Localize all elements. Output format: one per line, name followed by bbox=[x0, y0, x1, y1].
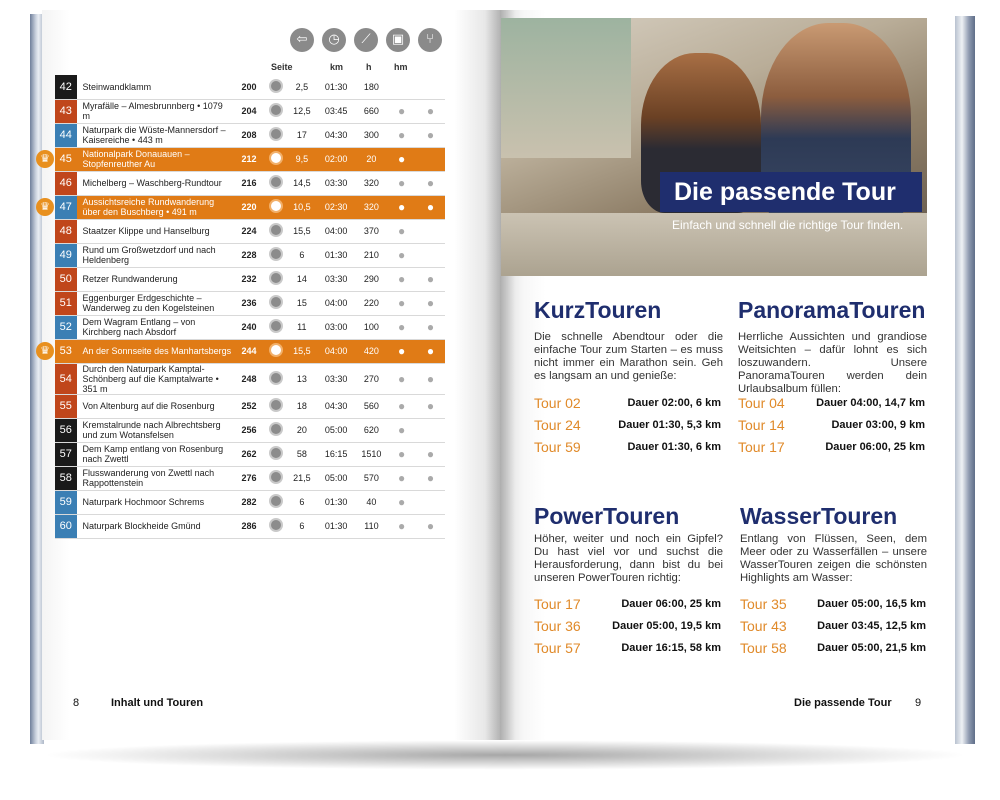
tour-km: 14,5 bbox=[287, 171, 316, 195]
tour-type-symbol bbox=[266, 363, 288, 394]
photo-background bbox=[501, 18, 631, 158]
route-type-icon bbox=[269, 494, 283, 508]
category-title-wasser: WasserTouren bbox=[740, 503, 898, 529]
tour-restaurant-marker: ● bbox=[416, 99, 445, 123]
tour-row[interactable] bbox=[55, 195, 445, 219]
tour-restaurant-marker: ● bbox=[416, 195, 445, 219]
tour-type-symbol bbox=[266, 339, 288, 363]
tour-row[interactable] bbox=[55, 315, 445, 339]
tour-bus-marker: ● bbox=[387, 147, 416, 171]
tour-name: Aussichtsreiche Rundwanderung über den Buschberg • 491 m bbox=[77, 195, 233, 219]
tour-type-symbol bbox=[266, 219, 288, 243]
tour-number: 42 bbox=[55, 75, 77, 99]
tour-page: 252 bbox=[232, 394, 265, 418]
signpost-icon: ⇦ bbox=[290, 28, 314, 52]
tour-km: 6 bbox=[287, 514, 316, 538]
tour-duration: Dauer 03:00, 9 km bbox=[831, 419, 925, 431]
restaurant-icon: ⑂ bbox=[418, 28, 442, 52]
tour-hours: 05:00 bbox=[317, 418, 356, 442]
tour-type-symbol bbox=[266, 315, 288, 339]
tour-entry[interactable] bbox=[534, 637, 721, 659]
tour-row[interactable] bbox=[55, 394, 445, 418]
tour-page: 240 bbox=[232, 315, 265, 339]
tour-restaurant-marker: ● bbox=[416, 291, 445, 315]
right-footer-title: Die passende Tour bbox=[794, 697, 892, 709]
tour-elevation: 110 bbox=[356, 514, 387, 538]
hiker-photo bbox=[501, 18, 927, 276]
tour-duration: Dauer 01:30, 5,3 km bbox=[618, 419, 721, 431]
banner-title: Die passende Tour bbox=[660, 172, 922, 212]
category-desc-wasser: Entlang von Flüssen, Seen, dem Meer oder zu Wasserfällen – unsere WasserTouren zeigen die schönsten Highlights am Wasser: bbox=[740, 533, 927, 584]
route-type-icon bbox=[269, 79, 283, 93]
tour-duration: Dauer 03:45, 12,5 km bbox=[817, 620, 926, 632]
tour-km: 6 bbox=[287, 243, 316, 267]
tour-bus-marker: ● bbox=[387, 99, 416, 123]
header-km: km bbox=[330, 62, 344, 72]
tour-restaurant-marker: ● bbox=[416, 171, 445, 195]
header-h: h bbox=[366, 62, 372, 72]
tour-elevation: 620 bbox=[356, 418, 387, 442]
tour-name: Rund um Großwetzdorf und nach Heldenberg bbox=[77, 243, 233, 267]
tour-type-symbol bbox=[266, 267, 288, 291]
tour-type-symbol bbox=[266, 99, 288, 123]
tour-restaurant-marker: ● bbox=[416, 363, 445, 394]
tour-name: An der Sonnseite des Manhartsbergs bbox=[77, 339, 233, 363]
route-type-icon bbox=[269, 446, 283, 460]
tour-list-wasser bbox=[740, 593, 926, 659]
tour-km: 14 bbox=[287, 267, 316, 291]
tour-bus-marker: ● bbox=[387, 514, 416, 538]
tour-duration: Dauer 04:00, 14,7 km bbox=[816, 397, 925, 409]
tour-km: 9,5 bbox=[287, 147, 316, 171]
category-desc-kurz: Die schnelle Abendtour oder die einfache Tour zum Starten – es muss nicht immer ein Marathon sein. Geh es langsam an und genieße: bbox=[534, 331, 723, 382]
tour-entry[interactable] bbox=[740, 615, 926, 637]
tour-bus-marker: ● bbox=[387, 315, 416, 339]
crown-icon: ♛ bbox=[36, 150, 54, 168]
clock-icon: ◷ bbox=[322, 28, 346, 52]
tour-bus-marker: ● bbox=[387, 195, 416, 219]
tour-elevation: 300 bbox=[356, 123, 387, 147]
tour-bus-marker: ● bbox=[387, 219, 416, 243]
route-type-icon bbox=[269, 103, 283, 117]
tour-page: 262 bbox=[232, 442, 265, 466]
tour-row[interactable] bbox=[55, 442, 445, 466]
category-desc-power: Höher, weiter und noch ein Gipfel? Du hast viel vor und suchst die Herausforderung, dann bist du bei unseren PowerTouren richtig: bbox=[534, 533, 723, 584]
tour-page: 220 bbox=[232, 195, 265, 219]
tour-name: Naturpark die Wüste-Mannersdorf – Kaisereiche • 443 m bbox=[77, 123, 233, 147]
route-type-icon bbox=[269, 518, 283, 532]
tour-hours: 04:30 bbox=[317, 394, 356, 418]
tour-number: Tour 36 bbox=[534, 618, 581, 634]
tour-km: 12,5 bbox=[287, 99, 316, 123]
left-footer-title: Inhalt und Touren bbox=[111, 697, 204, 709]
right-page-number: 9 bbox=[915, 697, 922, 709]
tour-bus-marker: ● bbox=[387, 490, 416, 514]
tour-type-symbol bbox=[266, 147, 288, 171]
bus-icon: ▣ bbox=[386, 28, 410, 52]
tour-bus-marker: ● bbox=[387, 418, 416, 442]
tour-km: 11 bbox=[287, 315, 316, 339]
tour-type-symbol bbox=[266, 243, 288, 267]
tour-row[interactable] bbox=[55, 490, 445, 514]
tour-km: 15,5 bbox=[287, 219, 316, 243]
category-title-kurz: KurzTouren bbox=[534, 297, 662, 323]
tour-bus-marker: ● bbox=[387, 123, 416, 147]
tour-entry[interactable] bbox=[738, 392, 925, 414]
route-type-icon bbox=[269, 151, 283, 165]
tour-name: Retzer Rundwanderung bbox=[77, 267, 233, 291]
tour-number: 51 bbox=[55, 291, 77, 315]
tour-name: Dem Kamp entlang von Rosenburg nach Zwettl bbox=[77, 442, 233, 466]
tour-name: Dem Wagram Entlang – von Kirchberg nach Absdorf bbox=[77, 315, 233, 339]
tour-name: Steinwandklamm bbox=[77, 75, 233, 99]
tour-number: Tour 35 bbox=[740, 596, 787, 612]
tour-km: 2,5 bbox=[287, 75, 316, 99]
tour-km: 6 bbox=[287, 490, 316, 514]
tour-name: Myrafälle – Almesbrunnberg • 1079 m bbox=[77, 99, 233, 123]
tour-duration: Dauer 06:00, 25 km bbox=[825, 441, 925, 453]
tour-page: 286 bbox=[232, 514, 265, 538]
tour-name: Kremstalrunde nach Albrechtsberg und zum Wotansfelsen bbox=[77, 418, 233, 442]
tour-elevation: 420 bbox=[356, 339, 387, 363]
tour-row[interactable] bbox=[55, 363, 445, 394]
tour-number: 46 bbox=[55, 171, 77, 195]
tour-restaurant-marker: ● bbox=[416, 514, 445, 538]
tour-name: Durch den Naturpark Kamptal-Schönberg auf die Kamptalwarte • 351 m bbox=[77, 363, 233, 394]
tour-entry[interactable] bbox=[740, 593, 926, 615]
tour-hours: 03:30 bbox=[317, 171, 356, 195]
tour-duration: Dauer 05:00, 19,5 km bbox=[612, 620, 721, 632]
tour-page: 256 bbox=[232, 418, 265, 442]
tour-bus-marker: ● bbox=[387, 394, 416, 418]
tour-list-power bbox=[534, 593, 721, 659]
tour-page: 224 bbox=[232, 219, 265, 243]
tour-hours: 02:00 bbox=[317, 147, 356, 171]
tour-number: Tour 59 bbox=[534, 439, 581, 455]
route-type-icon bbox=[269, 295, 283, 309]
tour-elevation: 20 bbox=[356, 147, 387, 171]
tour-restaurant-marker: ● bbox=[416, 394, 445, 418]
tour-elevation: 220 bbox=[356, 291, 387, 315]
tour-number: Tour 02 bbox=[534, 395, 581, 411]
tour-bus-marker: ● bbox=[387, 466, 416, 490]
tour-type-symbol bbox=[266, 490, 288, 514]
legend-icons bbox=[290, 28, 442, 52]
tour-row[interactable] bbox=[55, 267, 445, 291]
tour-row[interactable] bbox=[55, 339, 445, 363]
tour-elevation: 100 bbox=[356, 315, 387, 339]
tour-row[interactable] bbox=[55, 147, 445, 171]
tour-entry[interactable] bbox=[738, 436, 925, 458]
tour-page: 208 bbox=[232, 123, 265, 147]
tour-bus-marker: ● bbox=[387, 291, 416, 315]
tour-type-symbol bbox=[266, 195, 288, 219]
tour-hours: 04:00 bbox=[317, 219, 356, 243]
tour-hours: 04:00 bbox=[317, 339, 356, 363]
tour-entry[interactable] bbox=[534, 392, 721, 414]
tour-entry[interactable] bbox=[534, 436, 721, 458]
tour-number: Tour 58 bbox=[740, 640, 787, 656]
tour-number: 58 bbox=[55, 466, 77, 490]
tour-name: Naturpark Blockheide Gmünd bbox=[77, 514, 233, 538]
tour-row[interactable] bbox=[55, 466, 445, 490]
tour-entry[interactable] bbox=[534, 615, 721, 637]
route-type-icon bbox=[269, 247, 283, 261]
tour-km: 13 bbox=[287, 363, 316, 394]
tour-km: 10,5 bbox=[287, 195, 316, 219]
tour-hours: 03:00 bbox=[317, 315, 356, 339]
tour-hours: 01:30 bbox=[317, 243, 356, 267]
tour-elevation: 560 bbox=[356, 394, 387, 418]
tour-restaurant-marker: ● bbox=[416, 442, 445, 466]
tour-elevation: 180 bbox=[356, 75, 387, 99]
header-hm: hm bbox=[394, 62, 408, 72]
tour-row[interactable] bbox=[55, 75, 445, 99]
tour-bus-marker: ● bbox=[387, 267, 416, 291]
tour-number: 53 bbox=[55, 339, 77, 363]
header-seite: Seite bbox=[271, 62, 293, 72]
tour-row[interactable] bbox=[55, 171, 445, 195]
tour-bus-marker bbox=[387, 75, 416, 99]
tour-duration: Dauer 05:00, 16,5 km bbox=[817, 598, 926, 610]
tour-km: 15,5 bbox=[287, 339, 316, 363]
tour-number: Tour 17 bbox=[738, 439, 785, 455]
tour-km: 58 bbox=[287, 442, 316, 466]
tour-elevation: 660 bbox=[356, 99, 387, 123]
tour-page: 282 bbox=[232, 490, 265, 514]
tour-bus-marker: ● bbox=[387, 339, 416, 363]
tour-type-symbol bbox=[266, 171, 288, 195]
tour-number: 49 bbox=[55, 243, 77, 267]
tour-page: 216 bbox=[232, 171, 265, 195]
tour-elevation: 1510 bbox=[356, 442, 387, 466]
tour-bus-marker: ● bbox=[387, 243, 416, 267]
tour-number: 56 bbox=[55, 418, 77, 442]
tour-elevation: 370 bbox=[356, 219, 387, 243]
compass-icon: ⟋ bbox=[354, 28, 378, 52]
tour-number: Tour 04 bbox=[738, 395, 785, 411]
tour-km: 15 bbox=[287, 291, 316, 315]
route-type-icon bbox=[269, 127, 283, 141]
tour-row[interactable] bbox=[55, 243, 445, 267]
tour-page: 244 bbox=[232, 339, 265, 363]
tour-number: 55 bbox=[55, 394, 77, 418]
tour-hours: 04:30 bbox=[317, 123, 356, 147]
tour-table bbox=[55, 75, 445, 539]
tour-page: 228 bbox=[232, 243, 265, 267]
tour-number: 44 bbox=[55, 123, 77, 147]
tour-number: 43 bbox=[55, 99, 77, 123]
crown-icon: ♛ bbox=[36, 198, 54, 216]
tour-restaurant-marker bbox=[416, 219, 445, 243]
tour-number: Tour 24 bbox=[534, 417, 581, 433]
tour-number: 47 bbox=[55, 195, 77, 219]
tour-row[interactable] bbox=[55, 219, 445, 243]
right-page-edge bbox=[955, 16, 975, 744]
route-type-icon bbox=[269, 271, 283, 285]
tour-page: 212 bbox=[232, 147, 265, 171]
tour-hours: 16:15 bbox=[317, 442, 356, 466]
tour-duration: Dauer 16:15, 58 km bbox=[621, 642, 721, 654]
tour-km: 20 bbox=[287, 418, 316, 442]
tour-restaurant-marker bbox=[416, 147, 445, 171]
tour-restaurant-marker bbox=[416, 490, 445, 514]
tour-hours: 01:30 bbox=[317, 514, 356, 538]
crown-icon: ♛ bbox=[36, 342, 54, 360]
tour-name: Von Altenburg auf die Rosenburg bbox=[77, 394, 233, 418]
tour-type-symbol bbox=[266, 442, 288, 466]
tour-name: Nationalpark Donauauen – Stopfenreuther Au bbox=[77, 147, 233, 171]
tour-name: Staatzer Klippe und Hanselburg bbox=[77, 219, 233, 243]
tour-number: Tour 17 bbox=[534, 596, 581, 612]
route-type-icon bbox=[269, 343, 283, 357]
tour-page: 248 bbox=[232, 363, 265, 394]
tour-number: 50 bbox=[55, 267, 77, 291]
tour-hours: 03:45 bbox=[317, 99, 356, 123]
tour-hours: 01:30 bbox=[317, 75, 356, 99]
tour-type-symbol bbox=[266, 514, 288, 538]
tour-duration: Dauer 02:00, 6 km bbox=[627, 397, 721, 409]
tour-restaurant-marker: ● bbox=[416, 339, 445, 363]
tour-km: 17 bbox=[287, 123, 316, 147]
tour-name: Eggenburger Erdgeschichte – Wanderweg zu den Kogelsteinen bbox=[77, 291, 233, 315]
tour-number: 60 bbox=[55, 514, 77, 538]
route-type-icon bbox=[269, 175, 283, 189]
tour-page: 276 bbox=[232, 466, 265, 490]
tour-entry[interactable] bbox=[534, 414, 721, 436]
tour-row[interactable] bbox=[55, 291, 445, 315]
tour-elevation: 290 bbox=[356, 267, 387, 291]
tour-number: 57 bbox=[55, 442, 77, 466]
tour-restaurant-marker bbox=[416, 243, 445, 267]
tour-type-symbol bbox=[266, 394, 288, 418]
banner-subtitle: Einfach und schnell die richtige Tour finden. bbox=[672, 218, 904, 232]
tour-restaurant-marker: ● bbox=[416, 315, 445, 339]
tour-duration: Dauer 05:00, 21,5 km bbox=[817, 642, 926, 654]
tour-hours: 03:30 bbox=[317, 267, 356, 291]
tour-hours: 03:30 bbox=[317, 363, 356, 394]
category-desc-panorama: Herrliche Aussichten und grandiose Weitsichten – dafür lohnt es sich loszuwandern. Unsere PanoramaTouren werden dein Urlaubsalbum füllen: bbox=[738, 331, 927, 395]
tour-hours: 05:00 bbox=[317, 466, 356, 490]
tour-elevation: 320 bbox=[356, 171, 387, 195]
tour-elevation: 320 bbox=[356, 195, 387, 219]
tour-page: 236 bbox=[232, 291, 265, 315]
tour-row[interactable] bbox=[55, 99, 445, 123]
tour-restaurant-marker: ● bbox=[416, 123, 445, 147]
tour-name: Michelberg – Waschberg-Rundtour bbox=[77, 171, 233, 195]
category-title-power: PowerTouren bbox=[534, 503, 680, 529]
tour-type-symbol bbox=[266, 123, 288, 147]
tour-entry[interactable] bbox=[534, 593, 721, 615]
tour-elevation: 570 bbox=[356, 466, 387, 490]
tour-bus-marker: ● bbox=[387, 442, 416, 466]
tour-page: 200 bbox=[232, 75, 265, 99]
route-type-icon bbox=[269, 199, 283, 213]
tour-restaurant-marker bbox=[416, 75, 445, 99]
tour-name: Naturpark Hochmoor Schrems bbox=[77, 490, 233, 514]
tour-km: 21,5 bbox=[287, 466, 316, 490]
tour-list-kurz bbox=[534, 392, 721, 458]
tour-page: 232 bbox=[232, 267, 265, 291]
route-type-icon bbox=[269, 371, 283, 385]
left-page-number: 8 bbox=[73, 697, 80, 709]
tour-restaurant-marker bbox=[416, 418, 445, 442]
tour-number: 59 bbox=[55, 490, 77, 514]
tour-hours: 01:30 bbox=[317, 490, 356, 514]
tour-type-symbol bbox=[266, 418, 288, 442]
tour-hours: 02:30 bbox=[317, 195, 356, 219]
tour-type-symbol bbox=[266, 466, 288, 490]
tour-number: 54 bbox=[55, 363, 77, 394]
tour-number: Tour 43 bbox=[740, 618, 787, 634]
tour-elevation: 40 bbox=[356, 490, 387, 514]
route-type-icon bbox=[269, 470, 283, 484]
tour-type-symbol bbox=[266, 75, 288, 99]
tour-km: 18 bbox=[287, 394, 316, 418]
category-title-panorama: PanoramaTouren bbox=[738, 297, 926, 323]
tour-duration: Dauer 06:00, 25 km bbox=[621, 598, 721, 610]
tour-number: 48 bbox=[55, 219, 77, 243]
tour-number: Tour 57 bbox=[534, 640, 581, 656]
tour-entry[interactable] bbox=[738, 414, 925, 436]
route-type-icon bbox=[269, 319, 283, 333]
tour-list-panorama bbox=[738, 392, 925, 458]
route-type-icon bbox=[269, 422, 283, 436]
tour-type-symbol bbox=[266, 291, 288, 315]
tour-number: 52 bbox=[55, 315, 77, 339]
tour-restaurant-marker: ● bbox=[416, 267, 445, 291]
tour-number: 45 bbox=[55, 147, 77, 171]
tour-entry[interactable] bbox=[740, 637, 926, 659]
tour-row[interactable] bbox=[55, 418, 445, 442]
tour-elevation: 210 bbox=[356, 243, 387, 267]
tour-bus-marker: ● bbox=[387, 363, 416, 394]
tour-hours: 04:00 bbox=[317, 291, 356, 315]
tour-elevation: 270 bbox=[356, 363, 387, 394]
route-type-icon bbox=[269, 223, 283, 237]
tour-page: 204 bbox=[232, 99, 265, 123]
tour-name: Flusswanderung von Zwettl nach Rappottenstein bbox=[77, 466, 233, 490]
tour-row[interactable] bbox=[55, 123, 445, 147]
tour-number: Tour 14 bbox=[738, 417, 785, 433]
tour-duration: Dauer 01:30, 6 km bbox=[627, 441, 721, 453]
route-type-icon bbox=[269, 398, 283, 412]
tour-bus-marker: ● bbox=[387, 171, 416, 195]
tour-restaurant-marker: ● bbox=[416, 466, 445, 490]
tour-row[interactable] bbox=[55, 514, 445, 538]
